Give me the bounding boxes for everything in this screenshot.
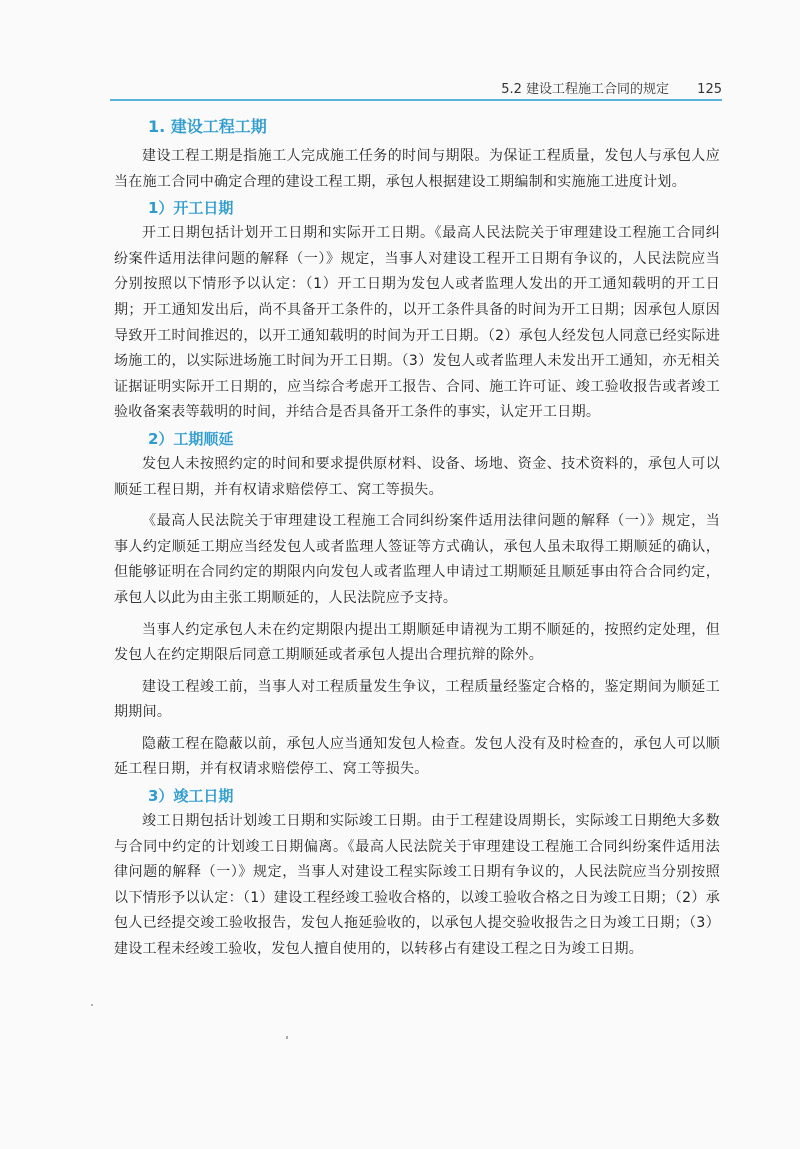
section-title: 1. 建设工程工期 — [148, 117, 267, 136]
paragraph: 建设工程竣工前，当事人对工程质量发生争议，工程质量经鉴定合格的，鉴定期间为顺延工期期间。 — [114, 678, 720, 721]
running-head-section: 5.2 建设工程施工合同的规定 — [501, 82, 670, 97]
header-rule — [110, 99, 722, 101]
paragraph: 隐蔽工程在隐蔽以前，承包人应当通知发包人检查。发包人没有及时检查的，承包人可以顺延工程日期，并有权请求赔偿停工、窝工等损失。 — [114, 735, 720, 778]
paragraph: 发包人未按照约定的时间和要求提供原材料、设备、场地、资金、技术资料的，承包人可以顺延工程日期，并有权请求赔偿停工、窝工等损失。 — [114, 455, 720, 498]
paragraph: 竣工日期包括计划竣工日期和实际竣工日期。由于工程建设周期长，实际竣工日期绝大多数与合同中约定的计划竣工日期偏离。《最高人民法院关于审理建设工程施工合同纠纷案件适用法律问题的解释（一）》规定，当事人对建设工程实际竣工日期有争议的，人民法院应当分别按照以下情形予以认定：（1）建设工程经竣工验收合格的，以竣工验收合格之日为竣工日期；（2）承包人已经提交竣工验收报告，发包人拖延验收的，以承包人提交验收报告之日为竣工日期；（3）建设工程未经竣工验收，发包人擅自使用的，以转移占有建设工程之日为竣工日期。 — [114, 813, 720, 958]
intro-paragraph: 建设工程工期是指施工人完成施工任务的时间与期限。为保证工程质量，发包人与承包人应当在施工合同中确定合理的建设工程工期，承包人根据建设工期编制和实施施工进度计划。 — [114, 148, 720, 190]
paragraph: 当事人约定承包人未在约定期限内提出工期顺延申请视为工期不顺延的，按照约定处理，但发包人在约定期限后同意工期顺延或者承包人提出合理抗辩的除外。 — [114, 621, 720, 664]
page-number: 125 — [697, 82, 722, 97]
paragraph: 《最高人民法院关于审理建设工程施工合同纠纷案件适用法律问题的解释（一）》规定，当事人约定顺延工期应当经发包人或者监理人签证等方式确认，承包人虽未取得工期顺延的确认，但能够证明在合同约定的期限内向发包人或者监理人申请过工期顺延且顺延事由符合合同约定，承包人以此为由主张工期顺延的，人民法院应予支持。 — [114, 513, 720, 606]
page-content — [114, 116, 720, 963]
scan-speck — [91, 1004, 93, 1006]
subsection-title-completion-date: 3）竣工日期 — [148, 787, 234, 806]
paragraph: 开工日期包括计划开工日期和实际开工日期。《最高人民法院关于审理建设工程施工合同纠纷案件适用法律问题的解释（一）》规定，当事人对建设工程开工日期有争议的，人民法院应当分别按照以下情形予以认定：（1）开工日期为发包人或者监理人发出的开工通知载明的开工日期；开工通知发出后，尚不具备开工条件的，以开工条件具备的时间为开工日期；因承包人原因导致开工时间推迟的，以开工通知载明的时间为开工日期。（2）承包人经发包人同意已经实际进场施工的，以实际进场施工时间为开工日期。（3）发包人或者监理人未发出开工通知，亦无相关证据证明实际开工日期的，应当综合考虑开工报告、合同、施工许可证、竣工验收报告或者竣工验收备案表等载明的时间，并结合是否具备开工条件的事实，认定开工日期。 — [114, 225, 720, 421]
scan-speck — [286, 1036, 288, 1039]
running-head — [110, 78, 722, 98]
subsection-title-extension: 2）工期顺延 — [148, 429, 234, 448]
subsection-title-start-date: 1）开工日期 — [148, 199, 234, 218]
